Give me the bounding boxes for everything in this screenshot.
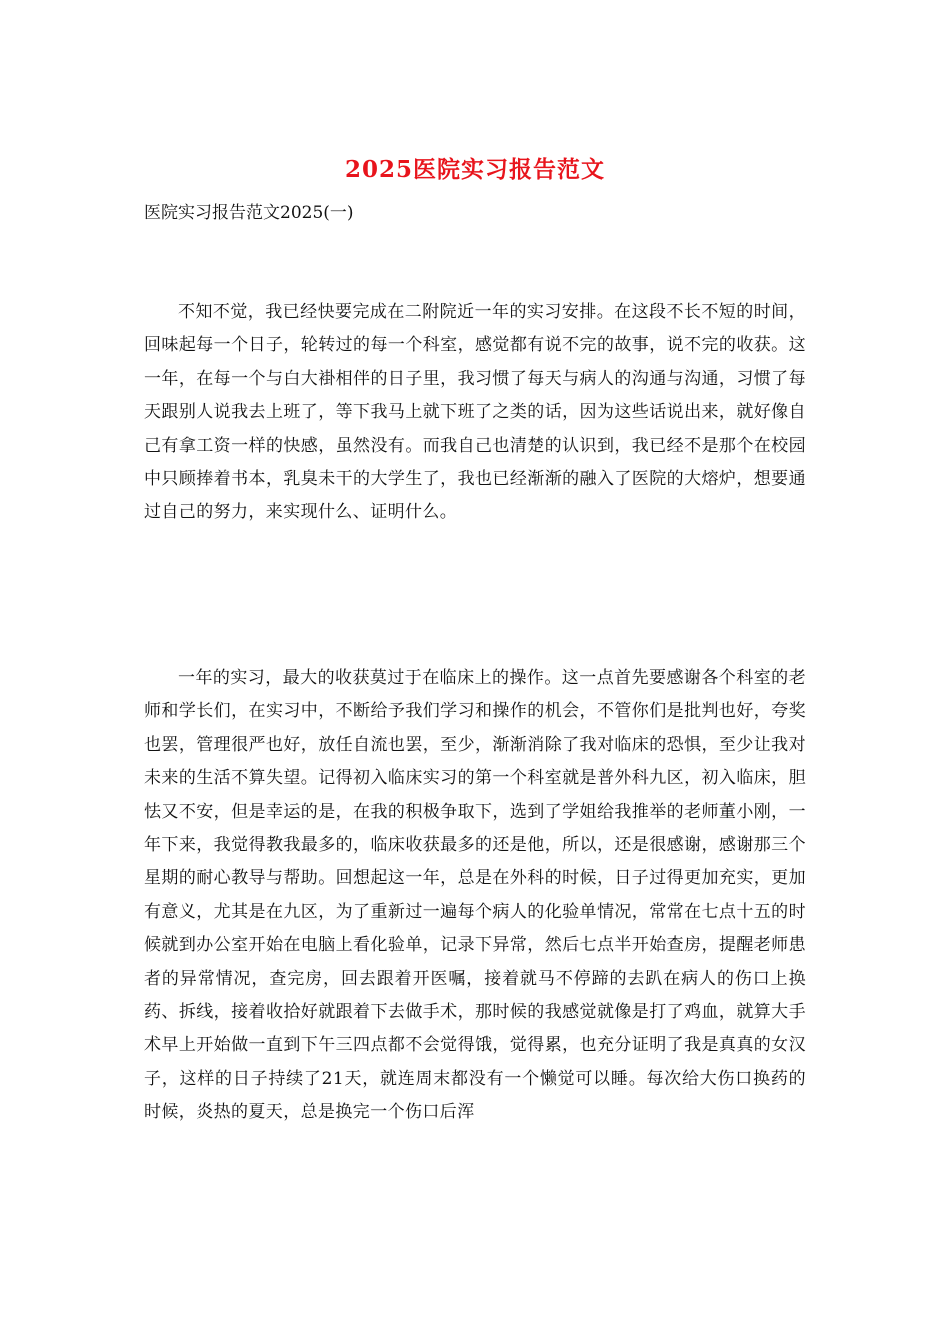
body-paragraph-1: 不知不觉，我已经快要完成在二附院近一年的实习安排。在这段不长不短的时间，回味起每一个日子，轮转过的每一个科室，感觉都有说不完的故事，说不完的收获。这一年，在每一个与白大褂相伴的日子里，我习惯了每天与病人的沟通与沟通，习惯了每天跟别人说我去上班了，等下我马上就下班了之类的话，因为这些话说出来，就好像自己有拿工资一样的快感，虽然没有。而我自己也清楚的认识到，我已经不是那个在校园中只顾捧着书本，乳臭未干的大学生了，我也已经渐渐的融入了医院的大熔炉，想要通过自己的努力，来实现什么、证明什么。	[144, 302, 806, 523]
document-title: 2025医院实习报告范文	[344, 156, 605, 183]
body-paragraph-2: 一年的实习，最大的收获莫过于在临床上的操作。这一点首先要感谢各个科室的老师和学长们，在实习中，不断给予我们学习和操作的机会，不管你们是批判也好，夸奖也罢，管理很严也好，放任自流也罢，至少，渐渐消除了我对临床的恐惧，至少让我对未来的生活不算失望。记得初入临床实习的第一个科室就是普外科九区，初入临床，胆怯又不安，但是幸运的是，在我的积极争取下，选到了学姐给我推举的老师董小刚，一年下来，我觉得教我最多的，临床收获最多的还是他，所以，还是很感谢，感谢那三个星期的耐心教导与帮助。回想起这一年，总是在外科的时候，日子过得更加充实，更加有意义，尤其是在九区，为了重新过一遍每个病人的化验单情况，常常在七点十五的时候就到办公室开始在电脑上看化验单，记录下异常，然后七点半开始查房，提醒老师患者的异常情况，查完房，回去跟着开医嘱，接着就马不停蹄的去趴在病人的伤口上换药、拆线，接着收拾好就跟着下去做手术，那时候的我感觉就像是打了鸡血，就算大手术早上开始做一直到下午三四点都不会觉得饿，觉得累，也充分证明了我是真真的女汉子，这样的日子持续了21天，就连周末都没有一个懒觉可以睡。每次给大伤口换药的时候，炎热的夏天，总是换完一个伤口后浑	[144, 668, 806, 1123]
document-subtitle: 医院实习报告范文2025(一)	[144, 203, 354, 223]
